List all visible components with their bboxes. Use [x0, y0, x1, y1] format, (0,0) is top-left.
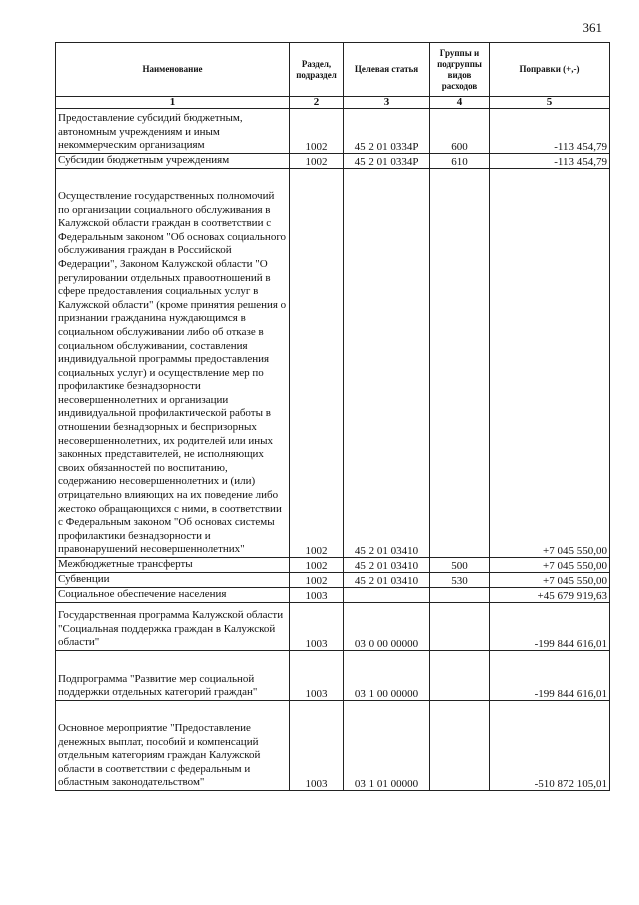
row-section: 1002	[290, 109, 344, 154]
row-name: Подпрограмма "Развитие мер социальной поддержки отдельных категорий граждан"	[56, 651, 290, 701]
table-row	[56, 573, 610, 588]
header-target: Целевая статья	[344, 43, 430, 97]
header-group: Группы и подгруппы видов расходов	[430, 43, 490, 97]
row-amount: -510 872 105,01	[490, 701, 610, 791]
row-section: 1003	[290, 603, 344, 651]
row-name: Основное мероприятие "Предоставление денежных выплат, пособий и компенсаций отдельным категориям граждан Калужской области в соответствии с федеральным и областным законодательством"	[56, 701, 290, 791]
column-number: 5	[490, 97, 610, 109]
row-name: Осуществление государственных полномочий по организации социального обслуживания в Калужской области граждан в соответствии с Федеральным законом "Об основах социального обслуживания граждан в Российской Федерации", Законом Калужской области "О регулировании отдельных правоотношений в сфере предоставления социальных услуг в Калужской области" (кроме принятия решения о признании гражданина нуждающимся в социальном обслуживании либо об отказе в социальном обслуживании, составления индивидуальной программы предоставления социальных услуг) и осуществление мер по профилактике безнадзорности несовершеннолетних и организации индивидуальной профилактической работы в отношении безнадзорных и беспризорных несовершеннолетних, их родителей или иных законных представителей, не исполняющих своих обязанностей по воспитанию, содержанию несовершеннолетних и (или) отрицательно влияющих на их поведение либо жестоко обращающихся с ними, в соответствии с Федеральным законом "Об основах системы профилактики безнадзорности и правонарушений несовершеннолетних"	[56, 169, 290, 558]
row-section: 1002	[290, 169, 344, 558]
row-group	[430, 651, 490, 701]
header-name: Наименование	[56, 43, 290, 97]
column-number: 1	[56, 97, 290, 109]
row-group	[430, 603, 490, 651]
row-target: 03 1 01 00000	[344, 701, 430, 791]
row-amount: -113 454,79	[490, 109, 610, 154]
row-name: Предоставление субсидий бюджетным, автономным учреждениям и иным некоммерческим организациям	[56, 109, 290, 154]
row-target: 45 2 01 03410	[344, 169, 430, 558]
row-amount: +7 045 550,00	[490, 169, 610, 558]
row-group: 600	[430, 109, 490, 154]
table-row	[56, 558, 610, 573]
row-amount: +7 045 550,00	[490, 558, 610, 573]
row-name: Государственная программа Калужской области "Социальная поддержка граждан в Калужской области"	[56, 603, 290, 651]
row-group	[430, 701, 490, 791]
table-row	[56, 109, 610, 154]
row-name: Субсидии бюджетным учреждениям	[56, 154, 290, 169]
table-row	[56, 588, 610, 603]
row-target: 45 2 01 0334Р	[344, 109, 430, 154]
header-amount: Поправки (+,-)	[490, 43, 610, 97]
column-number: 2	[290, 97, 344, 109]
table-row	[56, 651, 610, 701]
row-target: 45 2 01 03410	[344, 558, 430, 573]
row-target: 45 2 01 0334Р	[344, 154, 430, 169]
row-name: Межбюджетные трансферты	[56, 558, 290, 573]
column-number: 4	[430, 97, 490, 109]
row-section: 1003	[290, 701, 344, 791]
row-section: 1003	[290, 651, 344, 701]
row-section: 1002	[290, 154, 344, 169]
table-row	[56, 701, 610, 791]
row-name: Социальное обеспечение населения	[56, 588, 290, 603]
row-group: 530	[430, 573, 490, 588]
table-header-row	[56, 43, 610, 97]
column-number: 3	[344, 97, 430, 109]
row-amount: +45 679 919,63	[490, 588, 610, 603]
row-section: 1002	[290, 558, 344, 573]
row-target: 03 1 00 00000	[344, 651, 430, 701]
row-group: 610	[430, 154, 490, 169]
row-section: 1003	[290, 588, 344, 603]
row-group	[430, 169, 490, 558]
page-number: 361	[582, 20, 602, 35]
row-group	[430, 588, 490, 603]
row-amount: -199 844 616,01	[490, 651, 610, 701]
budget-amendments-table	[55, 42, 610, 791]
row-amount: -199 844 616,01	[490, 603, 610, 651]
table-row	[56, 603, 610, 651]
row-amount: +7 045 550,00	[490, 573, 610, 588]
row-target: 45 2 01 03410	[344, 573, 430, 588]
header-section: Раздел, подраздел	[290, 43, 344, 97]
row-target	[344, 588, 430, 603]
row-group: 500	[430, 558, 490, 573]
table-row	[56, 154, 610, 169]
table-row	[56, 169, 610, 558]
column-number-row	[56, 97, 610, 109]
row-amount: -113 454,79	[490, 154, 610, 169]
row-target: 03 0 00 00000	[344, 603, 430, 651]
row-section: 1002	[290, 573, 344, 588]
row-name: Субвенции	[56, 573, 290, 588]
